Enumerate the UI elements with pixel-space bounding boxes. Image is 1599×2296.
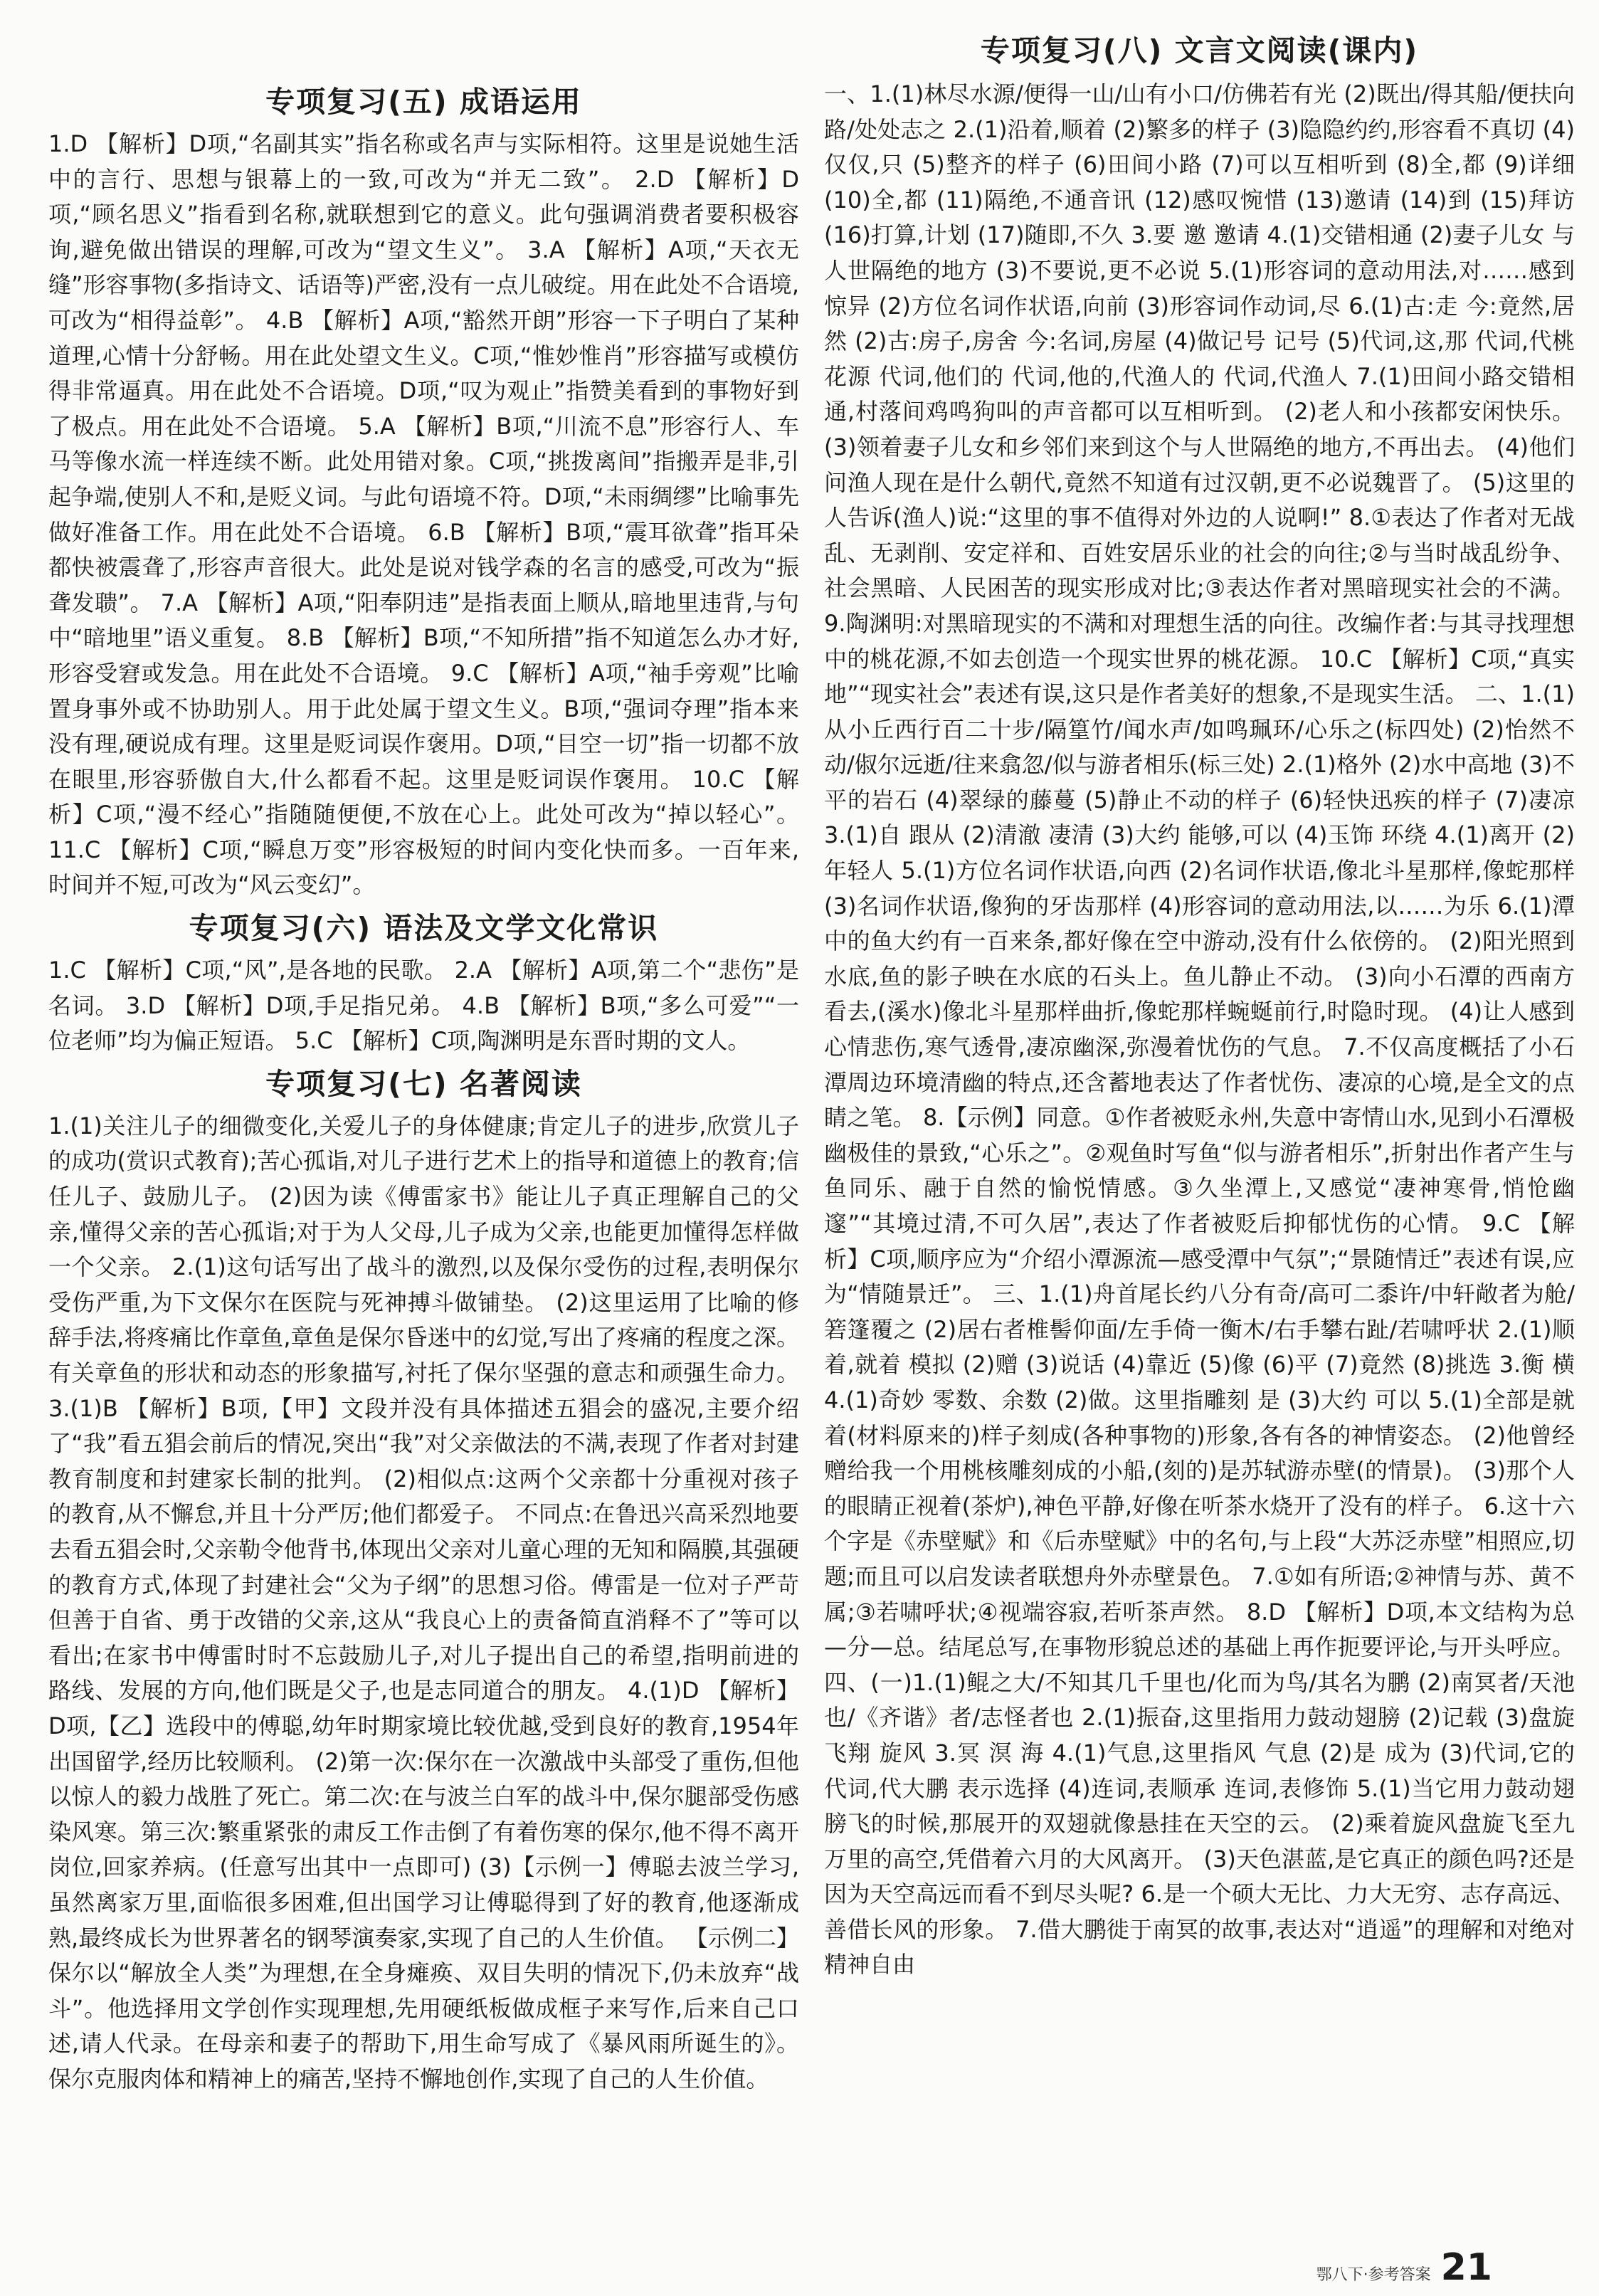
left-column <box>48 77 799 2097</box>
page-number: 21 <box>1440 2246 1492 2289</box>
footer-label: 鄂八下·参考答案 <box>1316 2266 1431 2284</box>
section-5-title: 专项复习(五) 成语运用 <box>265 85 582 119</box>
page-footer <box>1316 2246 1492 2289</box>
right-column <box>824 33 1575 1983</box>
section-8-title: 专项复习(八) 文言文阅读(课内) <box>980 33 1419 68</box>
section-6-title: 专项复习(六) 语法及文学文化常识 <box>189 911 659 946</box>
section-7-body: 1.(1)关注儿子的细微变化,关爱儿子的身体健康;肯定儿子的进步,欣赏儿子的成功(赏识式教育);苦心孤诣,对儿子进行艺术上的指导和道德上的教育;信任儿子、鼓励儿子。 (2)因为读《傅雷家书》能让儿子真正理解自己的父亲,懂得父亲的苦心孤诣;对于为人父母,儿子成为父亲,也能更加懂得怎样做一个父亲。 2.(1)这句话写出了战斗的激烈,以及保尔受伤的过程,表明保尔受伤严重,为下文保尔在医院与死神搏斗做铺垫。 (2)这里运用了比喻的修辞手法,将疼痛比作章鱼,章鱼是保尔昏迷中的幻觉,写出了疼痛的程度之深。有关章鱼的形状和动态的形象描写,衬托了保尔坚强的意志和顽强生命力。 3.(1)B 【解析】B项,【甲】文段并没有具体描述五猖会的盛况,主要介绍了“我”看五猖会前后的情况,突出“我”对父亲做法的不满,表现了作者对封建教育制度和封建家长制的批判。 (2)相似点:这两个父亲都十分重视对孩子的教育,从不懈怠,并且十分严厉;他们都爱子。 不同点:在鲁迅兴高采烈地要去看五猖会时,父亲勒令他背书,体现出父亲对儿童心理的无知和隔膜,其强硬的教育方式,体现了封建社会“父为子纲”的思想习俗。傅雷是一位对子严苛但善于自省、勇于改错的父亲,这从“我良心上的责备简直消释不了”等可以看出;在家书中傅雷时时不忘鼓励儿子,对儿子提出自己的希望,指明前进的路线、发展的方向,他们既是父子,也是志同道合的朋友。 4.(1)D 【解析】D项,【乙】选段中的傅聪,幼年时期家境比较优越,受到良好的教育,1954年出国留学,经历比较顺利。 (2)第一次:保尔在一次激战中头部受了重伤,但他以惊人的毅力战胜了死亡。第二次:在与波兰白军的战斗中,保尔腿部受伤感染风寒。第三次:繁重紧张的肃反工作击倒了有着伤寒的保尔,他不得不离开岗位,回家养病。(任意写出其中一点即可) (3)【示例一】傅聪去波兰学习,虽然离家万里,面临很多困难,但出国学习让傅聪得到了好的教育,他逐渐成熟,最终成长为世界著名的钢琴演奏家,实现了自己的人生价值。 【示例二】保尔以“解放全人类”为理想,在全身瘫痪、双目失明的情况下,仍未放弃“战斗”。他选择用文学创作实现理想,先用硬纸板做成框子来写作,后来自己口述,请人代录。在母亲和妻子的帮助下,用生命写成了《暴风雨所诞生的》。保尔克服肉体和精神上的痛苦,坚持不懈地创作,实现了自己的人生价值。 <box>48 1112 799 2092</box>
section-5-body: 1.D 【解析】D项,“名副其实”指名称或名声与实际相符。这里是说她生活中的言行、思想与银幕上的一致,可改为“并无二致”。 2.D 【解析】D项,“顾名思义”指看到名称,就联想到它的意义。此句强调消费者要积极容询,避免做出错误的理解,可改为“望文生义”。 3.A 【解析】A项,“天衣无缝”形容事物(多指诗文、话语等)严密,没有一点儿破绽。用在此处不合语境,可改为“相得益彰”。 4.B 【解析】A项,“豁然开朗”形容一下子明白了某种道理,心情十分舒畅。用在此处望文生义。C项,“惟妙惟肖”形容描写或模仿得非常逼真。用在此处不合语境。D项,“叹为观止”指赞美看到的事物好到了极点。用在此处不合语境。 5.A 【解析】B项,“川流不息”形容行人、车马等像水流一样连续不断。此处用错对象。C项,“挑拨离间”指搬弄是非,引起争端,使别人不和,是贬义词。与此句语境不符。D项,“未雨绸缪”比喻事先做好准备工作。用在此处不合语境。 6.B 【解析】B项,“震耳欲聋”指耳朵都快被震聋了,形容声音很大。此处是说对钱学森的名言的感受,可改为“振聋发聩”。 7.A 【解析】A项,“阳奉阴违”是指表面上顺从,暗地里违背,与句中“暗地里”语义重复。 8.B 【解析】B项,“不知所措”指不知道怎么办才好,形容受窘或发急。用在此处不合语境。 9.C 【解析】A项,“袖手旁观”比喻置身事外或不协助别人。用于此处属于望文生义。B项,“强词夺理”指本来没有理,硬说成有理。这里是贬词误作褒用。D项,“目空一切”指一切都不放在眼里,形容骄傲自大,什么都看不起。这里是贬词误作褒用。 10.C 【解析】C项,“漫不经心”指随随便便,不放在心上。此处可改为“掉以轻心”。 11.C 【解析】C项,“瞬息万变”形容极短的时间内变化快而多。一百年来,时间并不短,可改为“风云变幻”。 <box>48 130 799 899</box>
section-7-title: 专项复习(七) 名著阅读 <box>265 1066 582 1101</box>
section-6-body: 1.C 【解析】C项,“风”,是各地的民歌。 2.A 【解析】A项,第二个“悲伤”是名词。 3.D 【解析】D项,手足指兄弟。 4.B 【解析】B项,“多么可爱”“一位老师”均为偏正短语。 5.C 【解析】C项,陶渊明是东晋时期的文人。 <box>48 957 799 1055</box>
section-8-body: 一、1.(1)林尽水源/便得一山/山有小口/仿佛若有光 (2)既出/得其船/便扶向路/处处志之 2.(1)沿着,顺着 (2)繁多的样子 (3)隐隐约约,形容看不真切 (4)仅仅,只 (5)整齐的样子 (6)田间小路 (7)可以互相听到 (8)全,都 (9)详细 (10)全,都 (11)隔绝,不通音讯 (12)感叹惋惜 (13)邀请 (14)到 (15)拜访 (16)打算,计划 (17)随即,不久 3.要 邀 邀请 4.(1)交错相通 (2)妻子儿女 与人世隔绝的地方 (3)不要说,更不必说 5.(1)形容词的意动用法,对……感到惊异 (2)方位名词作状语,向前 (3)形容词作动词,尽 6.(1)古:走 今:竟然,居然 (2)古:房子,房舍 今:名词,房屋 (4)做记号 记号 (5)代词,这,那 代词,代桃花源 代词,他们的 代词,他的,代渔人的 代词,代渔人 7.(1)田间小路交错相通,村落间鸡鸣狗叫的声音都可以互相听到。 (2)老人和小孩都安闲快乐。 (3)领着妻子儿女和乡邻们来到这个与人世隔绝的地方,不再出去。 (4)他们问渔人现在是什么朝代,竟然不知道有过汉朝,更不必说魏晋了。 (5)这里的人告诉(渔人)说:“这里的事不值得对外边的人说啊!” 8.①表达了作者对无战乱、无剥削、安定祥和、百姓安居乐业的社会的向往;②与当时战乱纷争、社会黑暗、人民困苦的现实形成对比;③表达作者对黑暗现实社会的不满。 9.陶渊明:对黑暗现实的不满和对理想生活的向往。改编作者:与其寻找理想中的桃花源,不如去创造一个现实世界的桃花源。 10.C 【解析】C项,“真实地”“现实社会”表述有误,这只是作者美好的想象,不是现实生活。 二、1.(1)从小丘西行百二十步/隔篁竹/闻水声/如鸣珮环/心乐之(标四处) (2)怡然不动/俶尔远逝/往来翕忽/似与游者相乐(标三处) 2.(1)格外 (2)水中高地 (3)不平的岩石 (4)翠绿的藤蔓 (5)静止不动的样子 (6)轻快迅疾的样子 (7)凄凉 3.(1)自 跟从 (2)清澈 凄清 (3)大约 能够,可以 (4)玉饰 环绕 4.(1)离开 (2)年轻人 5.(1)方位名词作状语,向西 (2)名词作状语,像北斗星那样,像蛇那样 (3)名词作状语,像狗的牙齿那样 (4)形容词的意动用法,以……为乐 6.(1)潭中的鱼大约有一百来条,都好像在空中游动,没有什么依傍的。 (2)阳光照到水底,鱼的影子映在水底的石头上。鱼儿静止不动。 (3)向小石潭的西南方看去,(溪水)像北斗星那样曲折,像蛇那样蜿蜒前行,时隐时现。 (4)让人感到心情悲伤,寒气透骨,凄凉幽深,弥漫着忧伤的气息。 7.不仅高度概括了小石潭周边环境清幽的特点,还含蓄地表达了作者忧伤、凄凉的心境,是全文的点睛之笔。 8.【示例】同意。①作者被贬永州,失意中寄情山水,见到小石潭极幽极佳的景致,“心乐之”。②观鱼时写鱼“似与游者相乐”,折射出作者产生与鱼同乐、融于自然的愉悦情感。③久坐潭上,又感觉“凄神寒骨,悄怆幽邃”“其境过清,不可久居”,表达了作者被贬后抑郁忧伤的心情。 9.C 【解析】C项,顺序应为“介绍小潭源流—感受潭中气氛”;“景随情迁”表述有误,应为“情随景迁”。 三、1.(1)舟首尾长约八分有奇/高可二黍许/中轩敞者为舱/箬篷覆之 (2)居右者椎髻仰面/左手倚一衡木/右手攀右趾/若啸呼状 2.(1)顺着,就着 模拟 (2)赠 (3)说话 (4)靠近 (5)像 (6)平 (7)竟然 (8)挑选 3.衡 横 4.(1)奇妙 零数、余数 (2)做。这里指雕刻 是 (3)大约 可以 5.(1)全部是就着(材料原来的)样子刻成(各种事物的)形象,各有各的神情姿态。 (2)他曾经赠给我一个用桃核雕刻成的小船,(刻的)是苏轼游赤壁(的情景)。 (3)那个人的眼睛正视着(茶炉),神色平静,好像在听茶水烧开了没有的样子。 6.这十六个字是《赤壁赋》和《后赤壁赋》中的名句,与上段“大苏泛赤壁”相照应,切题;而且可以启发读者联想舟外赤壁景色。 7.①如有所语;②神情与苏、黄不属;③若啸呼状;④视端容寂,若听茶声然。 8.D 【解析】D项,本文结构为总—分—总。结尾总写,在事物形貌总述的基础上再作扼要评论,与开头呼应。 四、(一)1.(1)鲲之大/不知其几千里也/化而为鸟/其名为鹏 (2)南冥者/天池也/《齐谐》者/志怪者也 2.(1)振奋,这里指用力鼓动翅膀 (2)记载 (3)盘旋飞翔 旋风 3.冥 溟 海 4.(1)气息,这里指风 气息 (2)是 成为 (3)代词,它的 代词,代大鹏 表示选择 (4)连词,表顺承 连词,表修饰 5.(1)当它用力鼓动翅膀飞的时候,那展开的双翅就像悬挂在天空的云。 (2)乘着旋风盘旋飞至九万里的高空,凭借着六月的大风离开。 (3)天色湛蓝,是它真正的颜色吗?还是因为天空高远而看不到尽头呢? 6.是一个硕大无比、力大无穷、志存高远、善借长风的形象。 7.借大鹏徙于南冥的故事,表达对“逍遥”的理解和对绝对精神自由 <box>824 80 1575 1979</box>
